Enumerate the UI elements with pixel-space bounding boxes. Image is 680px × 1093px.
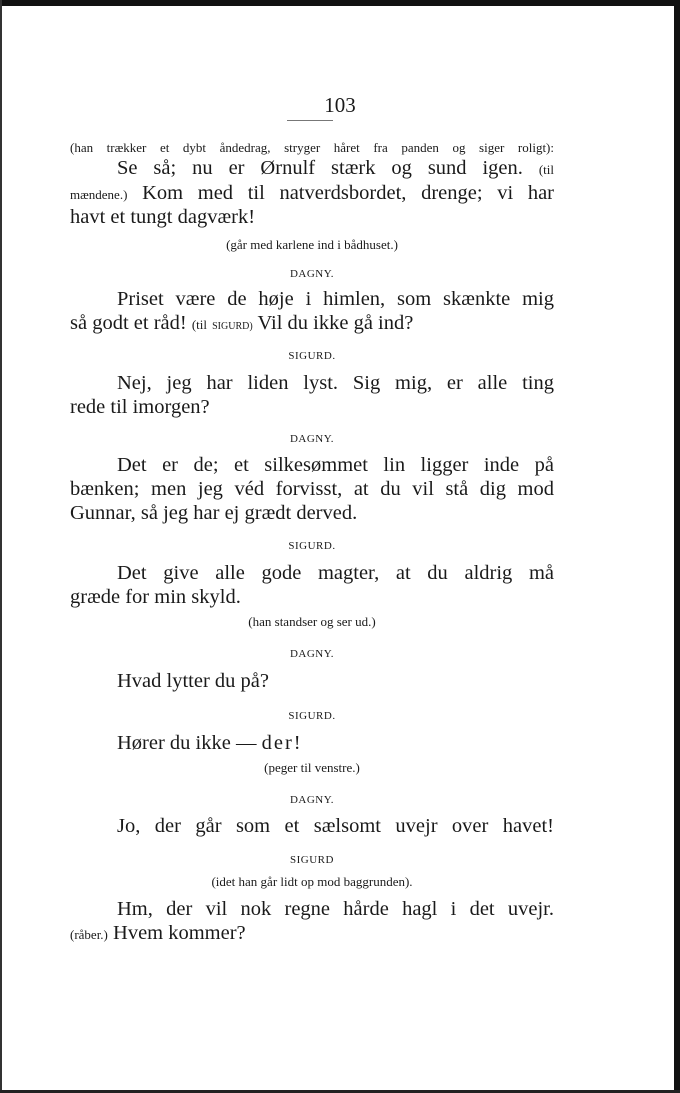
speaker-name: SIGURD. [288, 710, 336, 722]
dialogue-text: Se så; nu er Ørnulf stærk og sund igen. [117, 157, 523, 179]
stage-direction: (går med karlene ind i bådhuset.) [226, 237, 398, 252]
dialogue-line: rede til imorgen? [70, 396, 210, 418]
dialogue-line: græde for min skyld. [70, 586, 241, 608]
speaker-name: SIGURD. [288, 350, 336, 362]
stage-direction: (til [538, 162, 555, 177]
dialogue-line [70, 182, 554, 205]
stage-direction: (han standser og ser ud.) [248, 614, 376, 629]
page-number-rule [287, 120, 333, 121]
dialogue-line: Gunnar, så jeg har ej grædt derved. [70, 502, 358, 524]
scan-edge-top [0, 0, 680, 6]
dialogue-line: Hvad lytter du på? [117, 670, 269, 692]
speaker-name: DAGNY. [289, 433, 335, 445]
speaker-name: DAGNY. [289, 268, 335, 280]
dialogue-text: Vil du ikke gå ind? [257, 312, 414, 334]
stage-direction: (han trækker et dybt åndedrag, stryger håret fra panden og siger roligt): [70, 140, 554, 155]
stage-direction: (til [191, 317, 207, 332]
speaker-name: SIGURD [290, 854, 334, 866]
dialogue-line: Hm, der vil nok regne hårde hagl i det uvejr. [117, 898, 554, 920]
dialogue-text: så godt et råd! [70, 312, 187, 334]
stage-direction: (peger til venstre.) [264, 760, 360, 775]
dialogue-line: Priset være de høje i himlen, som skænkte mig [117, 288, 554, 310]
speaker-name: DAGNY. [289, 794, 335, 806]
speaker-name: DAGNY. [289, 648, 335, 660]
dialogue-line: Jo, der går som et sælsomt uvejr over havet! [117, 815, 554, 837]
dialogue-line [117, 157, 554, 180]
dialogue-text-emphasis: der! [261, 732, 303, 754]
stage-direction-name: SIGURD) [212, 321, 253, 332]
scan-edge-right [674, 0, 680, 1093]
page-number: 103 [324, 93, 356, 117]
dialogue-text: Hører du ikke — [117, 732, 257, 754]
stage-direction: (idet han går lidt op mod baggrunden). [211, 874, 413, 889]
scan-edge-left [0, 0, 2, 1093]
dialogue-text: Kom med til natverdsbordet, drenge; vi har [142, 182, 554, 204]
dialogue-line: bænken; men jeg véd forvisst, at du vil stå dig mod [70, 478, 554, 500]
dialogue-line [117, 732, 554, 755]
speaker-name: SIGURD. [288, 540, 336, 552]
dialogue-line [70, 922, 554, 945]
dialogue-line: Det er de; et silkesømmet lin ligger inde på [117, 454, 554, 476]
dialogue-line: havt et tungt dagværk! [70, 206, 256, 228]
dialogue-line: Nej, jeg har liden lyst. Sig mig, er alle ting [117, 372, 554, 394]
dialogue-text: Hvem kommer? [113, 922, 246, 944]
dialogue-line [70, 312, 554, 335]
stage-direction: (råber.) [70, 927, 108, 942]
stage-direction: mændene.) [70, 187, 128, 202]
dialogue-line: Det give alle gode magter, at du aldrig må [117, 562, 554, 584]
